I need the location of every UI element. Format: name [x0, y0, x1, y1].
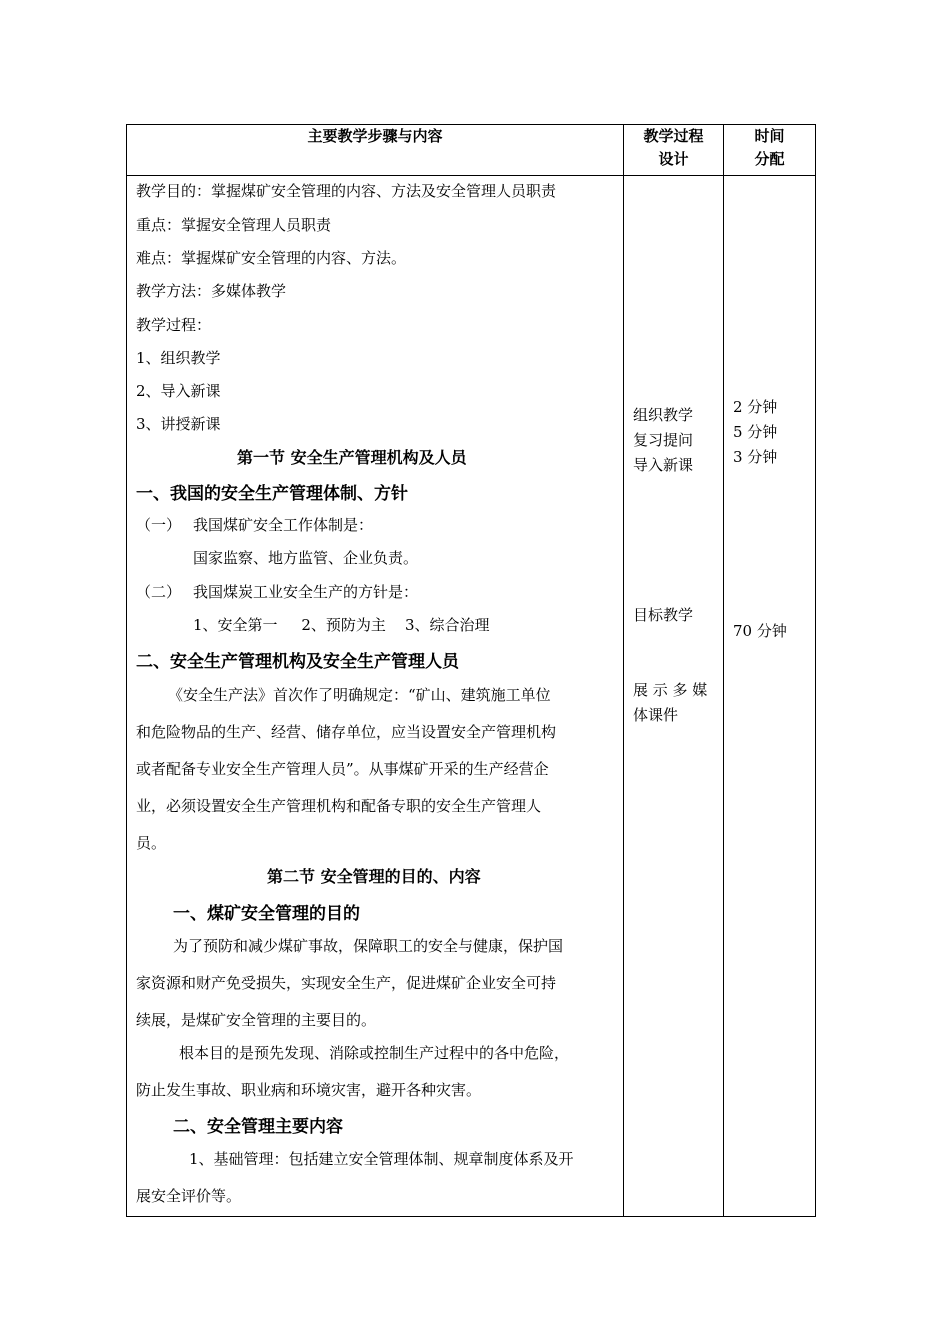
paragraph-line: 1、基础管理：包括建立安全管理体制、规章制度体系及开: [189, 1150, 574, 1168]
section-2-heading-1: 一、煤矿安全管理的目的: [173, 904, 360, 924]
section-2-title: 第二节 安全管理的目的、内容: [267, 867, 481, 886]
section-1-heading-2: 二、安全生产管理机构及安全生产管理人员: [136, 652, 459, 672]
item-2-label: （二）: [136, 583, 182, 601]
design-objective: 目标教学: [633, 606, 694, 624]
section-1-title: 第一节 安全生产管理机构及人员: [237, 448, 467, 467]
header-steps-label: 主要教学步骤与内容: [307, 127, 443, 145]
process-step-1: 1、组织教学: [136, 349, 221, 367]
design-cell: [624, 176, 724, 1217]
time-3-minutes: 3 分钟: [733, 448, 778, 466]
difficult-point: 难点：掌握煤矿安全管理的内容、方法。: [136, 249, 407, 267]
paragraph-line: 根本目的是预先发现、消除或控制生产过程中的各中危险，: [179, 1044, 570, 1062]
section-1-heading-1: 一、我国的安全生产管理体制、方针: [136, 484, 408, 504]
header-time-line1: 时间: [754, 127, 785, 145]
paragraph-line: 业，必须设置安全生产管理机构和配备专职的安全生产管理人: [136, 797, 542, 815]
item-1-label: （一）: [136, 516, 182, 534]
design-multimedia-line2: 体课件: [633, 706, 679, 724]
design-review: 复习提问: [633, 431, 694, 449]
paragraph-line: 续展，是煤矿安全管理的主要目的。: [136, 1011, 377, 1029]
paragraph-line: 《安全生产法》首次作了明确规定：“矿山、建筑施工单位: [168, 686, 551, 704]
design-organize: 组织教学: [633, 406, 694, 424]
header-process-design: [624, 125, 724, 176]
paragraph-line: 防止发生事故、职业病和环境灾害，避开各种灾害。: [136, 1081, 482, 1099]
process-step-2: 2、导入新课: [136, 382, 221, 400]
header-steps-content: [127, 125, 624, 176]
time-2-minutes: 2 分钟: [733, 398, 778, 416]
section-2-heading-2: 二、安全管理主要内容: [173, 1117, 343, 1137]
teaching-method: 教学方法：多媒体教学: [136, 282, 287, 300]
item-1-text: 我国煤矿安全工作体制是：: [193, 516, 374, 534]
time-5-minutes: 5 分钟: [733, 423, 778, 441]
paragraph-line: 为了预防和减少煤矿事故，保障职工的安全与健康，保护国: [173, 937, 564, 955]
teaching-goal: 教学目的：掌握煤矿安全管理的内容、方法及安全管理人员职责: [136, 182, 557, 200]
design-introduce: 导入新课: [633, 456, 694, 474]
header-process-line1: 教学过程: [643, 127, 704, 145]
paragraph-line: 家资源和财产免受损失，实现安全生产，促进煤矿企业安全可持: [136, 974, 557, 992]
item-1-detail: 国家监察、地方监管、企业负责。: [193, 549, 419, 567]
time-70-minutes: 70 分钟: [733, 622, 787, 640]
item-2-detail: 1、安全第一 2、预防为主 3、综合治理: [193, 616, 490, 634]
paragraph-line: 员。: [136, 834, 167, 852]
lesson-plan-table: [126, 124, 816, 1217]
table-body-row: [127, 176, 816, 1217]
design-multimedia-line1: 展 示 多 媒: [633, 681, 708, 699]
header-time-allocation: [724, 125, 816, 176]
process-step-3: 3、讲授新课: [136, 415, 221, 433]
paragraph-line: 和危险物品的生产、经营、储存单位，应当设置安全产管理机构: [136, 723, 557, 741]
paragraph-line: 或者配备专业安全生产管理人员”。从事煤矿开采的生产经营企: [136, 760, 549, 778]
header-process-line2: 设计: [658, 150, 689, 168]
content-cell: [127, 176, 624, 1217]
item-2-text: 我国煤炭工业安全生产的方针是：: [193, 583, 419, 601]
table-header-row: [127, 125, 816, 176]
header-time-line2: 分配: [754, 150, 785, 168]
paragraph-line: 展安全评价等。: [136, 1187, 242, 1205]
time-cell: [724, 176, 816, 1217]
teaching-process: 教学过程：: [136, 316, 212, 334]
key-point: 重点：掌握安全管理人员职责: [136, 216, 332, 234]
